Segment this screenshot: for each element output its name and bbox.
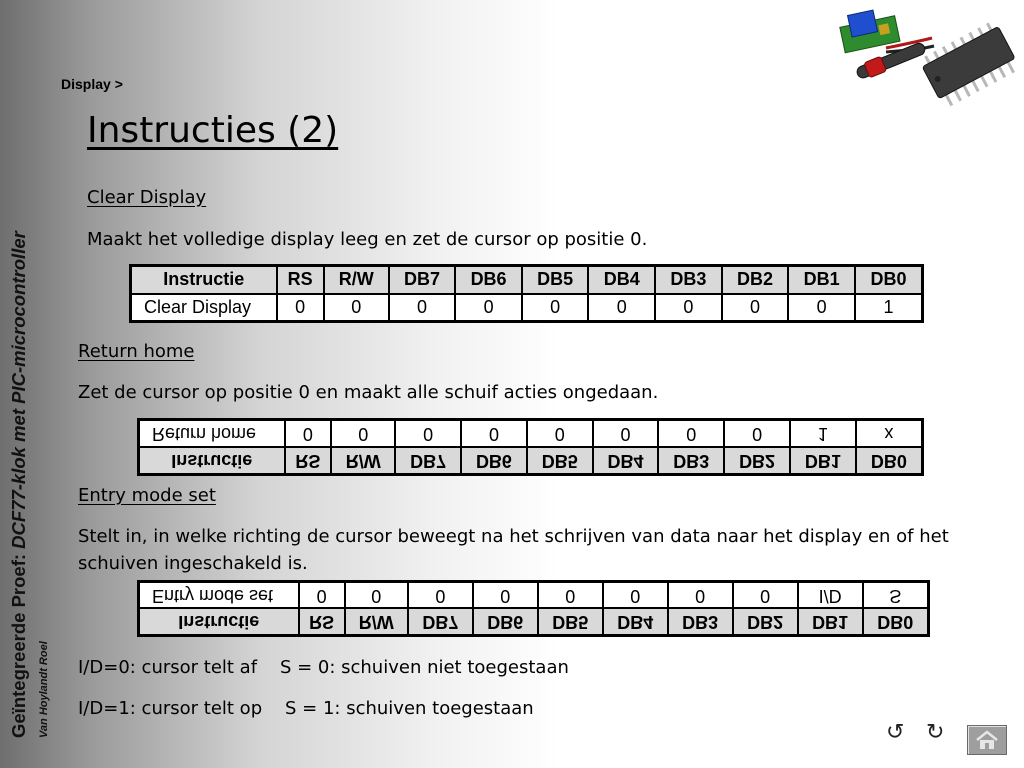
table-cell: 0 [788, 294, 855, 322]
table-header-row [139, 447, 923, 475]
table-cell: DB5 [527, 447, 593, 475]
table-cell: DB2 [722, 266, 789, 294]
table-cell: 0 [473, 582, 538, 609]
section-heading-clear-display: Clear Display [87, 187, 207, 208]
table-cell: S [863, 582, 929, 609]
table-cell: DB4 [603, 609, 668, 636]
table-cell: RS [299, 609, 345, 636]
table-row [131, 294, 923, 322]
instruction-table-entry-mode-set [137, 580, 930, 637]
table-cell: DB1 [798, 609, 863, 636]
table-cell: Instructie [131, 266, 277, 294]
table-cell: 0 [668, 582, 733, 609]
table-cell: DB6 [461, 447, 527, 475]
table-cell: x [856, 420, 923, 448]
table-cell: 0 [408, 582, 473, 609]
table-cell: DB6 [473, 609, 538, 636]
table-cell: 0 [655, 294, 722, 322]
note-id-0: I/D=0: cursor telt af S = 0: schuiven niet toegestaan [78, 657, 569, 678]
table-cell: DB2 [733, 609, 798, 636]
table-cell: 0 [395, 420, 461, 448]
sidebar-author: Van Hoylandt Roel [38, 641, 50, 738]
table-cell: R/W [331, 447, 395, 475]
table-cell: 0 [455, 294, 522, 322]
table-cell: R/W [324, 266, 389, 294]
table-cell: 1 [790, 420, 856, 448]
table-cell: 0 [331, 420, 395, 448]
table-cell: DB3 [668, 609, 733, 636]
table-cell: 0 [522, 294, 589, 322]
table-cell: 0 [724, 420, 790, 448]
table-cell: DB0 [863, 609, 929, 636]
table-cell: 0 [324, 294, 389, 322]
breadcrumb[interactable]: Display > [61, 76, 123, 92]
table-cell: 0 [733, 582, 798, 609]
sidebar-title-b: DCF77-klok met PIC-microcontroller [8, 231, 29, 549]
section-text-clear-display: Maakt het volledige display leeg en zet de cursor op positie 0. [87, 229, 648, 250]
table-cell: DB5 [538, 609, 603, 636]
components-photo [836, 4, 1016, 116]
table-cell: DB4 [588, 266, 655, 294]
table-cell: 0 [603, 582, 668, 609]
section-text-return-home: Zet de cursor op positie 0 en maakt alle schuif acties ongedaan. [78, 382, 659, 403]
table-cell: 0 [588, 294, 655, 322]
section-text-entry-mode-set: Stelt in, in welke richting de cursor beweegt na het schrijven van data naar het display en of het schuiven ingeschakeld is. [78, 526, 949, 574]
table-cell: 0 [389, 294, 456, 322]
table-cell: DB7 [389, 266, 456, 294]
table-cell: Clear Display [131, 294, 277, 322]
table-cell: DB6 [455, 266, 522, 294]
sidebar-title [8, 178, 30, 738]
table-cell: 1 [855, 294, 923, 322]
table-cell: 0 [722, 294, 789, 322]
table-cell: 0 [658, 420, 724, 448]
table-cell: I/D [798, 582, 863, 609]
section-heading-entry-mode-set: Entry mode set [78, 485, 216, 506]
table-cell: Return home [139, 420, 285, 448]
table-cell: DB2 [724, 447, 790, 475]
instruction-table-clear-display [129, 264, 924, 323]
table-cell: DB1 [790, 447, 856, 475]
table-header-row [139, 609, 929, 636]
table-cell: DB0 [856, 447, 923, 475]
instruction-table-return-home [137, 418, 924, 476]
table-header-row [131, 266, 923, 294]
sidebar-title-a: Geïntegreerde Proef: [8, 553, 29, 738]
table-cell: 0 [461, 420, 527, 448]
page-title: Instructies (2) [87, 110, 339, 151]
table-cell: Instructie [139, 609, 299, 636]
section-heading-return-home: Return home [78, 341, 195, 362]
table-cell: DB0 [855, 266, 923, 294]
table-cell: DB5 [522, 266, 589, 294]
table-cell: DB7 [408, 609, 473, 636]
table-cell: DB3 [655, 266, 722, 294]
table-cell: 0 [538, 582, 603, 609]
redo-arrow-icon[interactable]: ↻ [926, 720, 945, 745]
table-cell: 0 [527, 420, 593, 448]
table-cell: DB1 [788, 266, 855, 294]
table-cell: RS [277, 266, 324, 294]
table-cell: DB7 [395, 447, 461, 475]
table-cell: Instructie [139, 447, 285, 475]
table-row [139, 420, 923, 448]
table-cell: 0 [277, 294, 324, 322]
table-cell: 0 [345, 582, 408, 609]
table-cell: Entry mode set [139, 582, 299, 609]
undo-arrow-icon[interactable]: ↺ [886, 720, 905, 745]
table-cell: DB3 [658, 447, 724, 475]
home-icon [975, 730, 999, 750]
home-button[interactable] [967, 725, 1007, 755]
table-row [139, 582, 929, 609]
table-cell: R/W [345, 609, 408, 636]
note-id-1: I/D=1: cursor telt op S = 1: schuiven toegestaan [78, 698, 534, 719]
table-cell: RS [285, 447, 332, 475]
table-cell: 0 [299, 582, 345, 609]
table-cell: 0 [593, 420, 659, 448]
table-cell: 0 [285, 420, 332, 448]
table-cell: DB4 [593, 447, 659, 475]
